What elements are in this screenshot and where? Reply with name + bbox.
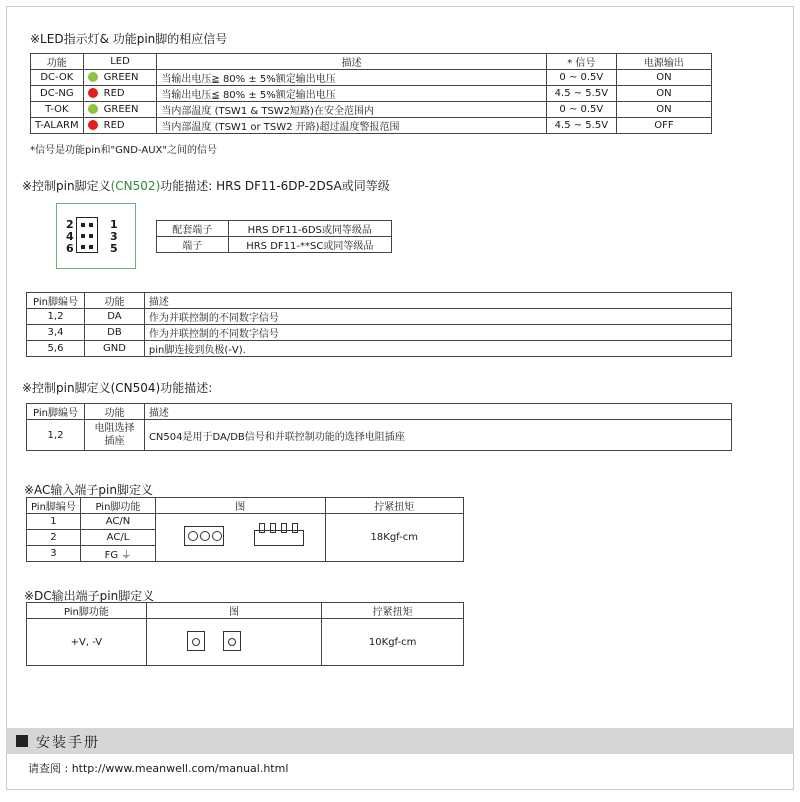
table-row xyxy=(157,221,392,237)
screw-icon xyxy=(200,531,210,541)
header-description: 描述 xyxy=(157,54,547,70)
table-header-row xyxy=(27,498,464,514)
cn502-pin-table xyxy=(26,292,732,357)
header-description: 描述 xyxy=(144,404,731,420)
table-row xyxy=(27,325,732,341)
ac-terminal-diagram xyxy=(156,514,326,562)
function-cell: DC-NG xyxy=(31,86,84,102)
table-row xyxy=(31,118,712,134)
screw-icon xyxy=(192,638,200,646)
function-cell: AC/L xyxy=(80,530,155,546)
function-line-1: 电阻选择 xyxy=(94,423,135,434)
cn502-title-suffix: 功能描述: HRS DF11-6DP-2DSA或同等级 xyxy=(160,179,390,193)
connector-housing xyxy=(76,217,98,253)
table-row xyxy=(31,70,712,86)
header-torque: 拧紧扭矩 xyxy=(322,603,464,619)
led-section-title: ※LED指示灯& 功能pin脚的相应信号 xyxy=(30,32,228,46)
description-cell: pin脚连接到负极(-V). xyxy=(144,341,731,357)
terminal-block-front xyxy=(184,526,224,546)
signal-cell: 0 ~ 0.5V xyxy=(546,102,616,118)
pin-cell: 3 xyxy=(27,546,81,562)
ac-input-section-title: ※AC输入端子pin脚定义 xyxy=(24,483,153,497)
ac-input-table xyxy=(26,497,464,562)
function-cell: DA xyxy=(84,309,144,325)
function-cell: T-OK xyxy=(31,102,84,118)
function-cell: T-ALARM xyxy=(31,118,84,134)
function-cell: FG ⏚ xyxy=(80,546,155,562)
pin-label-4: 4 xyxy=(66,230,74,243)
led-color-label: GREEN xyxy=(103,104,139,115)
mating-label-cell: 配套端子 xyxy=(157,221,229,237)
table-row xyxy=(27,309,732,325)
pin-label-6: 6 xyxy=(66,242,74,255)
connector-pin xyxy=(89,223,93,227)
pin-label-2: 2 xyxy=(66,218,74,231)
terminal-post xyxy=(292,523,298,533)
header-function: 功能 xyxy=(84,293,144,309)
output-cell: ON xyxy=(616,70,711,86)
table-row xyxy=(31,86,712,102)
function-cell xyxy=(84,420,144,451)
table-row xyxy=(27,420,732,451)
dc-terminal-diagram xyxy=(146,619,321,666)
function-cell: DB xyxy=(84,325,144,341)
pin-label-3: 3 xyxy=(110,230,118,243)
table-row xyxy=(27,341,732,357)
screw-icon xyxy=(212,531,222,541)
table-header-row xyxy=(31,54,712,70)
function-cell: DC-OK xyxy=(31,70,84,86)
table-row xyxy=(27,619,464,666)
installation-manual-header xyxy=(6,728,794,754)
connector-pin xyxy=(89,245,93,249)
dc-output-section-title: ※DC输出端子pin脚定义 xyxy=(24,589,155,603)
pin-cell: 1 xyxy=(27,514,81,530)
mating-value-cell: HRS DF11-**SC或同等级品 xyxy=(228,237,391,253)
header-torque: 拧紧扭矩 xyxy=(325,498,463,514)
description-cell: 作为并联控制的不同数字信号 xyxy=(144,309,731,325)
pin-cell: 1,2 xyxy=(27,309,85,325)
signal-cell: 4.5 ~ 5.5V xyxy=(546,86,616,102)
header-pin-function: Pin脚功能 xyxy=(80,498,155,514)
pin-cell: 2 xyxy=(27,530,81,546)
header-function: 功能 xyxy=(84,404,144,420)
description-cell: 当输出电压≧ 80% ± 5%额定输出电压 xyxy=(157,70,547,86)
square-bullet-icon xyxy=(16,735,28,747)
table-row xyxy=(31,102,712,118)
led-color-label: RED xyxy=(103,88,125,99)
output-cell: OFF xyxy=(616,118,711,134)
led-indicator-icon xyxy=(88,88,98,98)
table-header-row xyxy=(27,603,464,619)
mating-label-cell: 端子 xyxy=(157,237,229,253)
screw-icon xyxy=(188,531,198,541)
output-cell: ON xyxy=(616,102,711,118)
table-row xyxy=(27,514,464,530)
function-line-2: 插座 xyxy=(104,436,125,447)
header-pin-function: Pin脚功能 xyxy=(27,603,147,619)
pin-cell: 1,2 xyxy=(27,420,85,451)
connector-pin xyxy=(81,245,85,249)
terminal-icon xyxy=(223,631,241,651)
terminal-icon xyxy=(187,631,205,651)
manual-link[interactable]: 请查阅 : http://www.meanwell.com/manual.html xyxy=(28,762,289,775)
signal-cell: 0 ~ 0.5V xyxy=(546,70,616,86)
table-row xyxy=(157,237,392,253)
header-power-output: 电源输出 xyxy=(616,54,711,70)
terminal-post xyxy=(270,523,276,533)
header-description: 描述 xyxy=(144,293,731,309)
led-indicator-icon xyxy=(88,120,98,130)
torque-cell: 10Kgf-cm xyxy=(322,619,464,666)
pin-cell: 5,6 xyxy=(27,341,85,357)
header-diagram: 图 xyxy=(156,498,326,514)
mating-value-cell: HRS DF11-6DS或同等级品 xyxy=(228,221,391,237)
connector-pin xyxy=(89,234,93,238)
description-cell: 作为并联控制的不同数字信号 xyxy=(144,325,731,341)
installation-manual-title: 安装手册 xyxy=(36,735,100,751)
header-function: 功能 xyxy=(31,54,84,70)
led-indicator-icon xyxy=(88,104,98,114)
signal-cell: 4.5 ~ 5.5V xyxy=(546,118,616,134)
connector-pin xyxy=(81,234,85,238)
output-cell: ON xyxy=(616,86,711,102)
torque-cell: 18Kgf-cm xyxy=(325,514,463,562)
cn502-connector-diagram xyxy=(56,203,136,269)
led-indicator-icon xyxy=(88,72,98,82)
pin-cell: 3,4 xyxy=(27,325,85,341)
description-cell: 当输出电压≦ 80% ± 5%额定输出电压 xyxy=(157,86,547,102)
function-cell: GND xyxy=(84,341,144,357)
cn502-mating-table xyxy=(156,220,392,253)
led-color-label: GREEN xyxy=(103,72,139,83)
cn504-pin-table xyxy=(26,403,732,451)
description-cell: 当内部温度 (TSW1 or TSW2 开路)超过温度警报范围 xyxy=(157,118,547,134)
header-pin-number: Pin脚编号 xyxy=(27,498,81,514)
cn502-title-prefix: ※控制pin脚定义 xyxy=(22,179,111,193)
description-cell: 当内部温度 (TSW1 & TSW2短路)在安全范围内 xyxy=(157,102,547,118)
terminal-post xyxy=(281,523,287,533)
table-header-row xyxy=(27,293,732,309)
cn502-section-title xyxy=(22,177,390,194)
header-signal: * 信号 xyxy=(546,54,616,70)
cn504-section-title: ※控制pin脚定义(CN504)功能描述: xyxy=(22,381,213,395)
header-pin-number: Pin脚编号 xyxy=(27,293,85,309)
pin-label-1: 1 xyxy=(110,218,118,231)
description-cell: CN504是用于DA/DB信号和并联控制功能的选择电阻插座 xyxy=(144,420,731,451)
connector-pin xyxy=(81,223,85,227)
header-pin-number: Pin脚编号 xyxy=(27,404,85,420)
led-color-label: RED xyxy=(103,120,125,131)
cn502-title-code: (CN502) xyxy=(110,179,161,193)
function-cell: AC/N xyxy=(80,514,155,530)
table-header-row xyxy=(27,404,732,420)
terminal-block-side xyxy=(254,530,304,546)
terminal-post xyxy=(259,523,265,533)
header-diagram: 图 xyxy=(146,603,321,619)
led-signal-table xyxy=(30,53,712,134)
function-cell: +V, -V xyxy=(27,619,147,666)
pin-label-5: 5 xyxy=(110,242,118,255)
signal-footnote: *信号是功能pin和"GND-AUX"之间的信号 xyxy=(30,145,217,156)
header-led: LED xyxy=(83,54,157,70)
screw-icon xyxy=(228,638,236,646)
dc-output-table xyxy=(26,602,464,666)
